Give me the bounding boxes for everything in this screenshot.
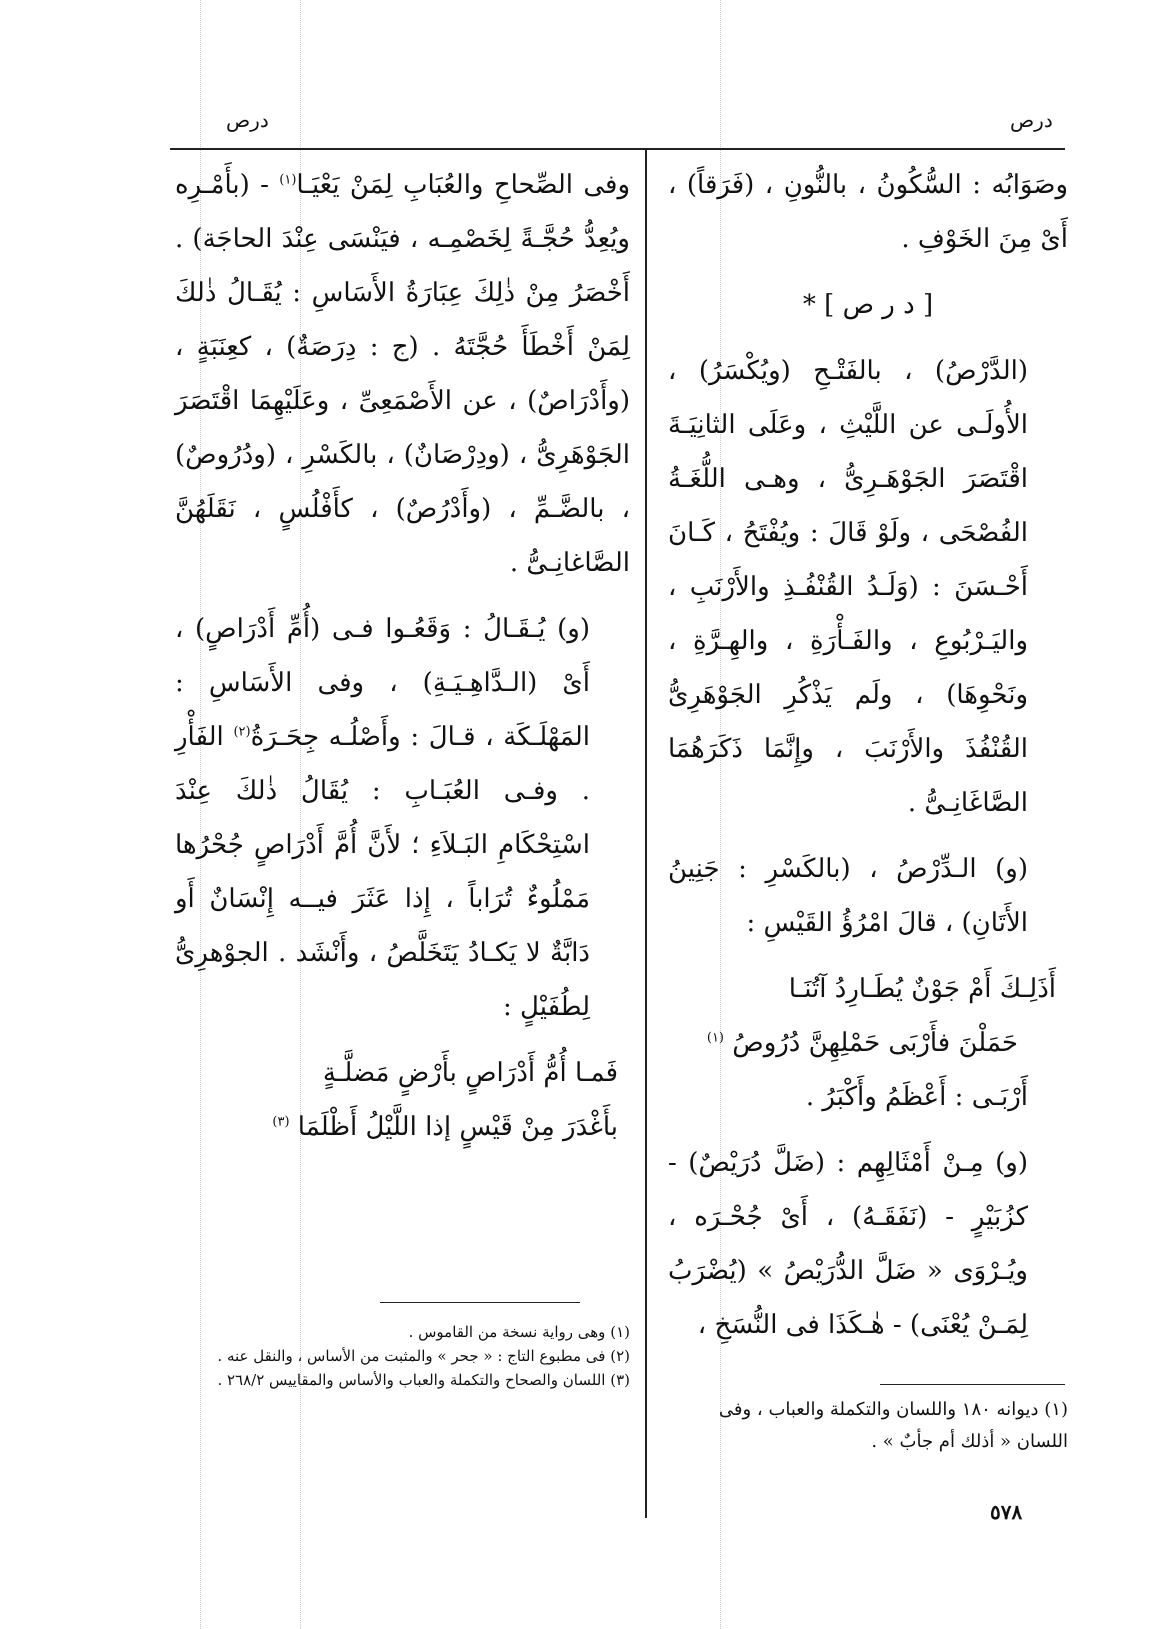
footnotes-right [668,1394,1068,1458]
verse-line: أَذَلِـكَ أَمْ جَوْنٌ يُطَـارِدُ آتُنَـا [788,974,1056,1004]
paragraph-text: الفَأْرِ . وفـى العُبَـابِ : يُقَالُ ذٰلكَ عِنْدَ اسْتِحْكَامِ البَـلاَءِ ؛ لأَنَّ أُمَّ أَدْرَاصٍ جُحْرُها مَمْلُوءٌ تُرَاباً ، إِذا عَثَرَ فيــه إِنْسَانٌ أَو دَابَّةٌ لا يَكـادُ يَتَخَلَّصُ ، وأَنْشَد . الجوْهرِىُّ لِطُفَيْلٍ : [175,722,590,1022]
footnotes-left [165,1320,630,1392]
footnote-marker: (١) [706,1030,724,1046]
header-rule [170,148,1065,150]
verse-line: فَمـا أُمُّ أَدْرَاصٍ بأَرْضٍ مَضلَّـةٍ [322,1058,618,1088]
paragraph: أَرْبَـى : أَعْظَمُ وأَكْبَرُ . [805,1082,1028,1112]
root-heading: [ د ر ص ] * [802,290,934,320]
footnote-marker: (٣) [272,1114,290,1130]
verse-text: حَمَلْنَ فأَرْبَى حَمْلِهِنَّ دُرُوصُ [732,1028,1018,1058]
footnote-number: (٢) [610,1347,630,1365]
footnote [165,1368,630,1392]
footnote-rule [380,1302,580,1303]
left-column [175,158,630,1154]
right-column [668,158,1068,1364]
paragraph [175,158,630,590]
footnote-text: ديوانه ١٨٠ واللسان والتكملة والعباب ، وفى اللسان « أذلك أم جأبٌ » . [718,1399,1068,1452]
paragraph-text: - (بأَمْـرِه ويُعِدُّ حُجَّـةً لِخَصْمِـه ، فيَنْسَى عِنْدَ الحاجَة) . أَخْصَرُ مِنْ ذٰلِكَ عِبَارَةُ الأَسَاسِ : يُقَـالُ ذٰلكَ لِمَنْ أَخْطَأَ حُجَّتَهُ . (ج : دِرَصَةٌ) ، كعِنَبَةٍ ، (وأَدْرَاصٌ) ، عن الأَصْمَعِىِّ ، وعَلَيْهِمَا اقْتَصَرَ الجَوْهَرِىُّ ، (ودِرْصَانٌ) ، بالكَسْرِ ، (ودُرُوصٌ) ، بالضَّـمِّ ، (وأَدْرُصٌ) ، كأَفْلُسٍ ، نَقَلَهُنَّ الصَّاغانِـىُّ . [175,170,630,578]
footnote-number: (٣) [610,1371,630,1389]
paragraph [175,602,630,1034]
footnote-text: اللسان والصحاح والتكملة والعباب والأساس والمقاييس ٢٦٨/٢ . [217,1371,606,1389]
paragraph: (و) مِـنْ أَمْثَالِهِم : (ضَلَّ دُرَيْصٌ) - كزُبَيْرٍ - (نَفَقَـهُ) ، أَىْ جُحْـرَه ، ويُـرْوَى « ضَلَّ الدُّرَيْصُ » (يُضْرَبُ لِمَـنْ يُعْنَى) - هٰـكَذَا فى النُّسَخِ ، [668,1148,1028,1340]
page-number: ٥٧٨ [990,1500,1023,1524]
footnote-number: (١) [1044,1399,1068,1420]
footnote-number: (١) [610,1323,630,1341]
footnote-marker: (١) [279,172,297,188]
paragraph: وصَوَابُه : السُّكُونُ ، بالنُّونِ ، (فَرَقاً) ، أَىْ مِنَ الخَوْفِ . [668,170,1068,254]
column-divider [645,148,647,1518]
footnote-text: فى مطبوع التاج : « جحر » والمثبت من الأساس ، والنقل عنه . [217,1347,606,1365]
verse-text: بأَغْدَرَ مِنْ قَيْسٍ إذا اللَّيْلُ أَظْلَمَا [297,1112,618,1142]
footnote [165,1320,630,1344]
footnote-text: وهى رواية نسخة من القاموس . [408,1323,606,1341]
paragraph: (و) الـدِّرْصُ ، (بالكَسْرِ : جَنِينُ الأَتَانِ) ، قالَ امْرُؤُ القَيْسِ : [668,854,1028,938]
verse-line [175,1100,630,1154]
header-left-word: درص [226,108,269,132]
paragraph: (الدَّرْصُ) ، بالفَتْـحِ (ويُكْسَرُ) ، الأُولَـى عن اللَّيْثِ ، وعَلَى الثانِيَـةَ اقْتَصَرَ الجَوْهَـرِىُّ ، وهـى اللُّغَـةُ الفُصْحَى ، ولَوْ قَالَ : ويُفْتَحُ ، كَـانَ أَحْـسَنَ : (وَلَـدُ القُنْفُـذِ والأَرْنَبِ ، واليَـرْبُوعِ ، والفَـأْرَةِ ، والهِـرَّةِ ، ونَحْوِهَا) ، ولَم يَذْكُرِ الجَوْهَرِىُّ القُنْفُذَ والأَرْنَبَ ، وإِنَّمَا ذَكَرَهُمَا الصَّاغَانِـىُّ . [668,356,1028,818]
paragraph-text: (و) يُـقَـالُ : وَقَعُـوا فـى (أُمِّ أَدْرَاصٍ) ، أَىْ (الـدَّاهِـيَـةِ) ، وفى الأَسَاسِ : المَهْلَـكَة ، قـالَ : وأَصْلُـه جِحَـرَةُ [175,614,590,752]
footnote [165,1344,630,1368]
footnote [668,1394,1068,1458]
footnote-rule [880,1384,1065,1385]
footnote-marker: (٢) [233,724,251,740]
paragraph-text: وفى الصِّحاحِ والعُبَابِ لِمَنْ يَعْيَـا [296,170,630,200]
header-right-word: درص [1010,108,1053,132]
verse-line [668,1016,1068,1070]
